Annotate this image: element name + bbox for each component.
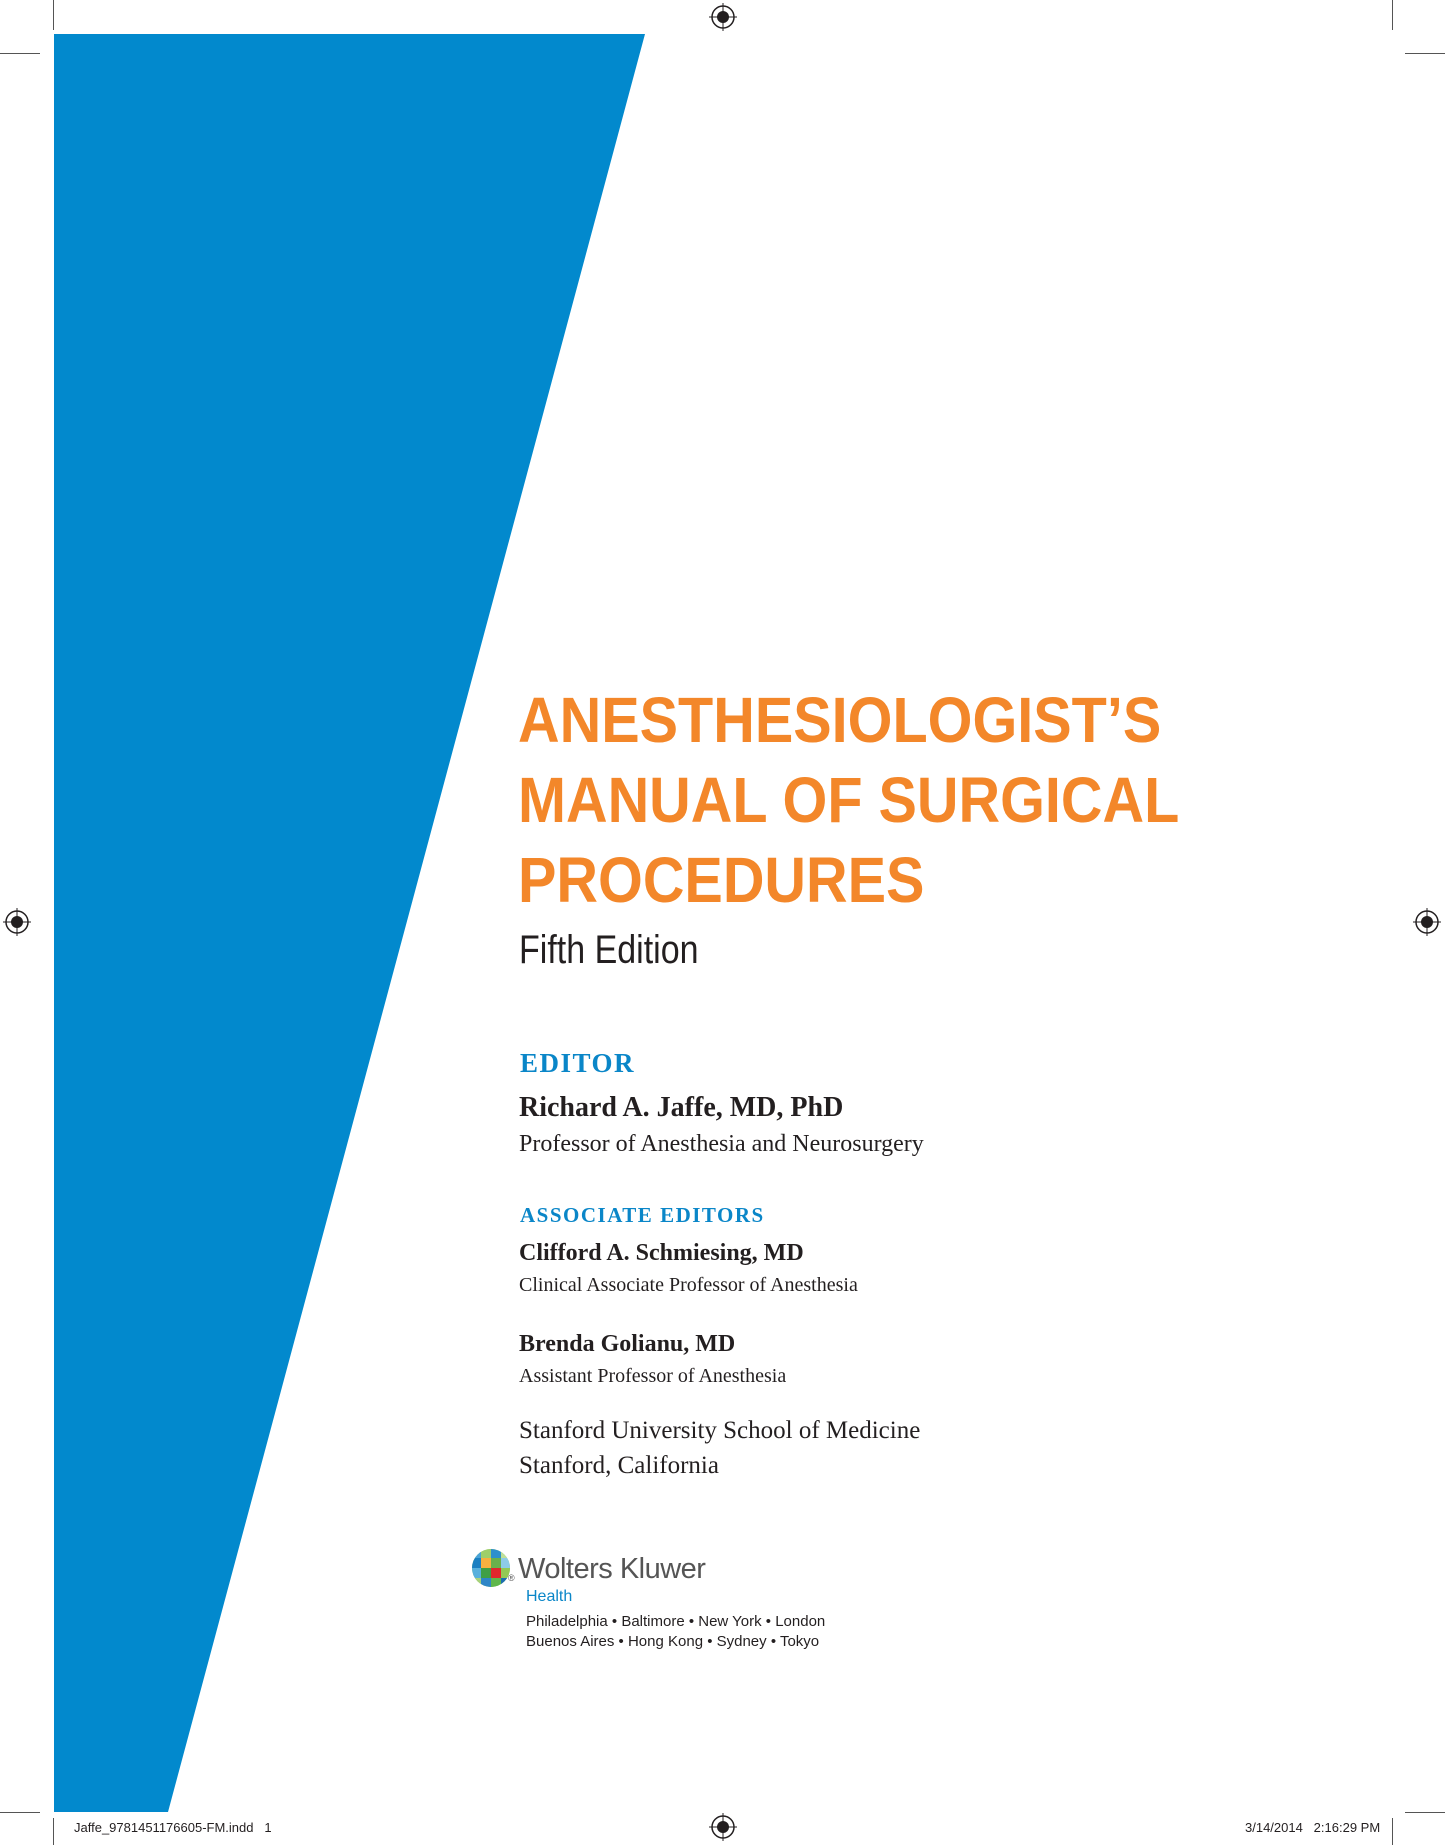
registration-mark-icon <box>709 3 737 31</box>
edition: Fifth Edition <box>519 928 699 972</box>
affiliation-line: Stanford University School of Medicine <box>519 1417 921 1444</box>
crop-mark <box>53 0 54 30</box>
publisher-division: Health <box>526 1588 573 1605</box>
timestamp-slug: 3/14/2014 2:16:29 PM <box>1245 1820 1381 1835</box>
publisher-registered-mark: ® <box>508 1573 515 1583</box>
registration-mark-icon <box>1413 908 1441 936</box>
affiliation-line: Stanford, California <box>519 1452 719 1479</box>
title-line: ANESTHESIOLOGIST’S <box>518 684 1162 756</box>
editor-name: Richard A. Jaffe, MD, PhD <box>519 1092 844 1123</box>
publisher-name: Wolters Kluwer <box>518 1553 706 1585</box>
crop-mark <box>1392 0 1393 30</box>
publisher-cities: Buenos Aires • Hong Kong • Sydney • Tokyo <box>526 1633 820 1650</box>
title-line: MANUAL OF SURGICAL <box>518 764 1180 836</box>
publisher-cities: Philadelphia • Baltimore • New York • London <box>526 1613 826 1630</box>
crop-mark <box>1392 1818 1393 1845</box>
editor-heading: EDITOR <box>520 1048 636 1078</box>
associate-editor-role: Clinical Associate Professor of Anesthesia <box>519 1274 858 1296</box>
associate-editor-name: Brenda Golianu, MD <box>519 1331 736 1357</box>
associate-editor-name: Clifford A. Schmiesing, MD <box>519 1240 804 1266</box>
book-title <box>518 680 1328 920</box>
title-line: PROCEDURES <box>518 844 925 916</box>
crop-mark <box>0 1812 40 1813</box>
associate-editor-role: Assistant Professor of Anesthesia <box>519 1365 787 1387</box>
wolters-kluwer-logo-icon <box>471 1548 511 1588</box>
associate-editors-heading: ASSOCIATE EDITORS <box>520 1203 765 1227</box>
crop-mark <box>53 1818 54 1845</box>
registration-mark-icon <box>3 908 31 936</box>
crop-mark <box>1405 53 1445 54</box>
registration-mark-icon <box>709 1813 737 1841</box>
file-slug: Jaffe_9781451176605-FM.indd 1 <box>74 1820 272 1835</box>
crop-mark <box>0 53 40 54</box>
editor-role: Professor of Anesthesia and Neurosurgery <box>519 1131 924 1157</box>
crop-mark <box>1405 1812 1445 1813</box>
